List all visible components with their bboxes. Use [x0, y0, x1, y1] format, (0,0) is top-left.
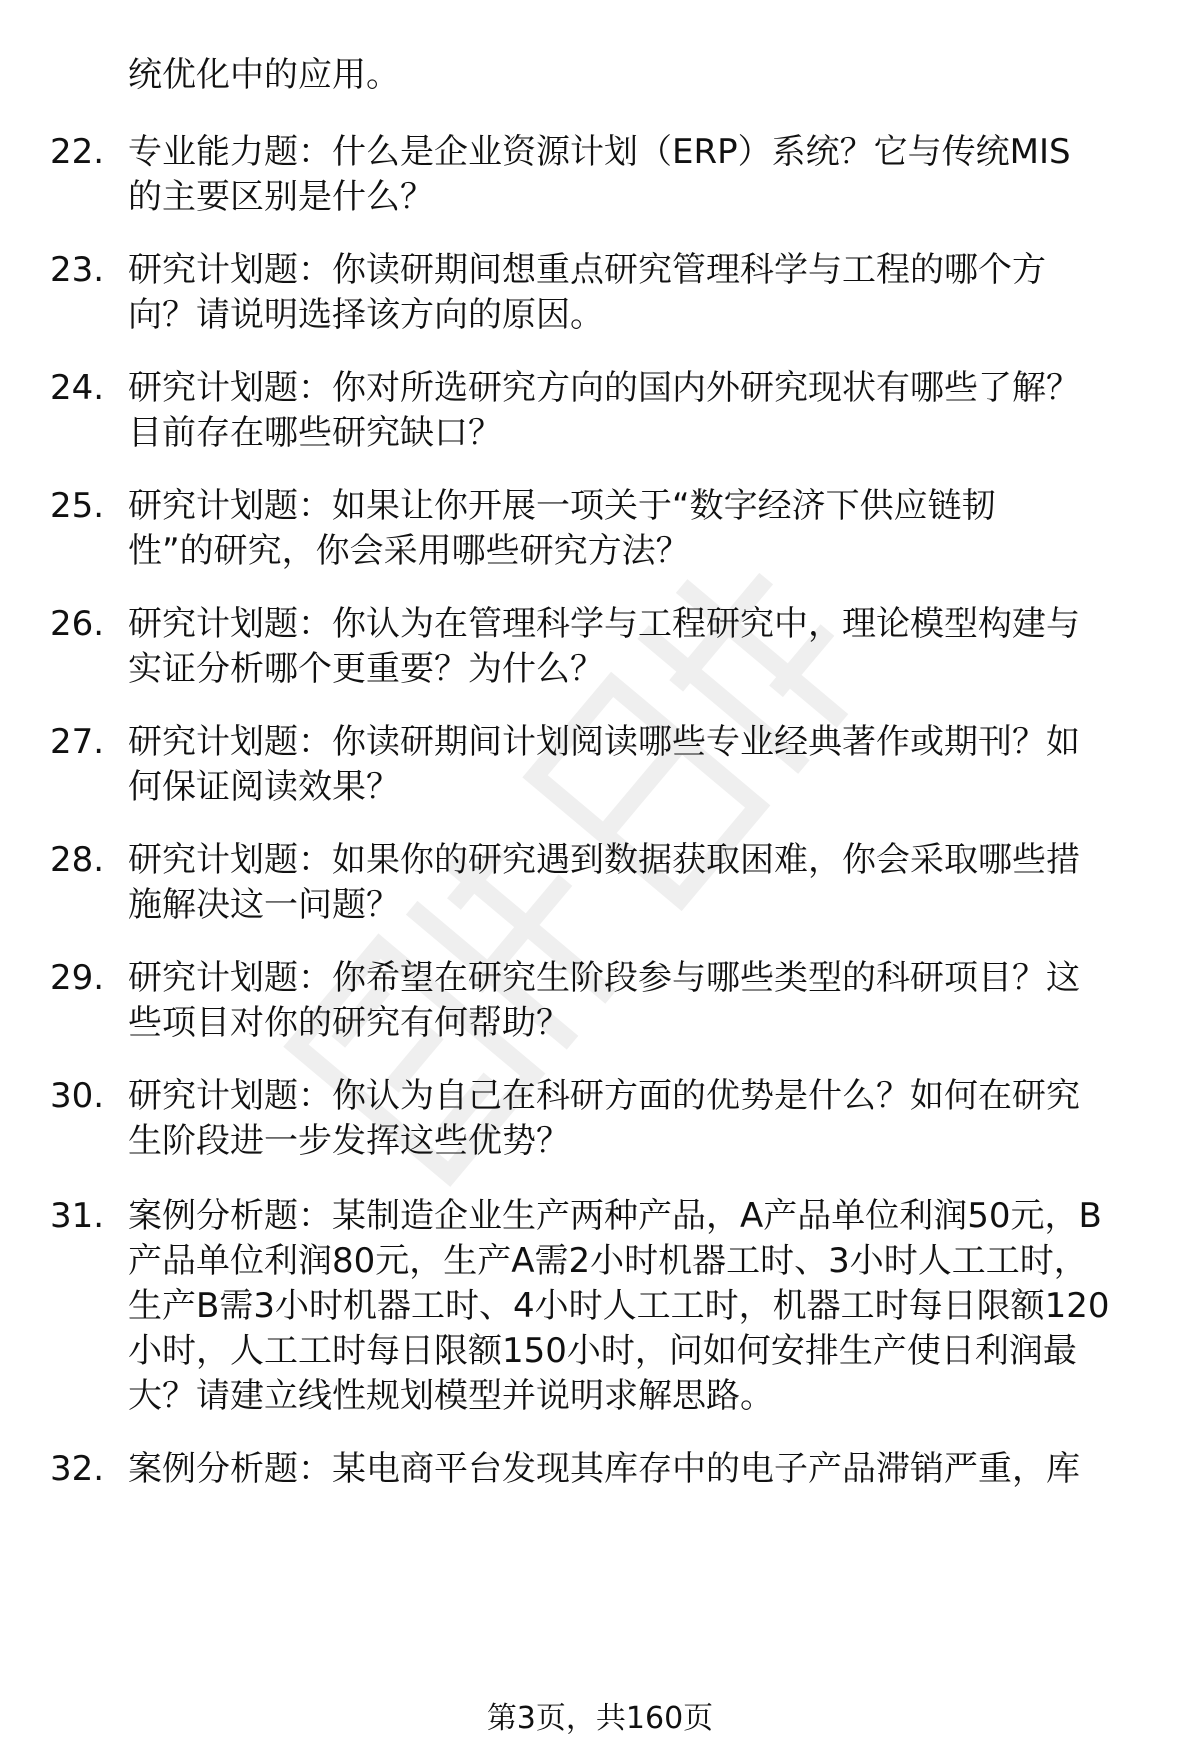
question-line: 施解决这一问题？ — [128, 885, 400, 925]
question-line: 研究计划题：你认为在管理科学与工程研究中，理论模型构建与 — [128, 604, 1080, 644]
question-line: 研究计划题：你读研期间想重点研究管理科学与工程的哪个方 — [128, 250, 1046, 290]
item-number: 32. — [50, 1449, 105, 1489]
question-line: 专业能力题：什么是企业资源计划（ERP）系统？它与传统MIS — [128, 132, 1071, 172]
question-line: 性”的研究，你会采用哪些研究方法？ — [128, 531, 690, 571]
question-line: 研究计划题：你对所选研究方向的国内外研究现状有哪些了解？ — [128, 368, 1080, 408]
item-number: 30. — [50, 1076, 105, 1116]
question-line: 研究计划题：如果你的研究遇到数据获取困难，你会采取哪些措 — [128, 840, 1080, 880]
continuation-line: 统优化中的应用。 — [128, 55, 400, 95]
item-number: 28. — [50, 840, 105, 880]
question-line: 向？请说明选择该方向的原因。 — [128, 295, 604, 335]
question-line: 案例分析题：某电商平台发现其库存中的电子产品滞销严重，库 — [128, 1449, 1080, 1489]
question-line: 生产B需3小时机器工时、4小时人工工时，机器工时每日限额120 — [128, 1286, 1110, 1326]
question-line: 案例分析题：某制造企业生产两种产品，A产品单位利润50元，B — [128, 1196, 1102, 1236]
item-number: 29. — [50, 958, 105, 998]
question-line: 的主要区别是什么？ — [128, 177, 434, 217]
item-number: 22. — [50, 132, 105, 172]
question-line: 小时，人工工时每日限额150小时，问如何安排生产使日利润最 — [128, 1331, 1077, 1371]
item-number: 27. — [50, 722, 105, 762]
item-number: 26. — [50, 604, 105, 644]
question-line: 产品单位利润80元，生产A需2小时机器工时、3小时人工工时， — [128, 1241, 1088, 1281]
page-footer: 第3页，共160页 — [486, 1701, 714, 1736]
question-line: 生阶段进一步发挥这些优势？ — [128, 1121, 570, 1161]
question-line: 些项目对你的研究有何帮助？ — [128, 1003, 570, 1043]
question-line: 何保证阅读效果？ — [128, 767, 400, 807]
item-number: 25. — [50, 486, 105, 526]
item-number: 24. — [50, 368, 105, 408]
question-line: 研究计划题：如果让你开展一项关于“数字经济下供应链韧 — [128, 486, 996, 526]
question-line: 大？请建立线性规划模型并说明求解思路。 — [128, 1376, 774, 1416]
question-line: 实证分析哪个更重要？为什么？ — [128, 649, 604, 689]
item-number: 31. — [50, 1196, 105, 1236]
question-line: 研究计划题：你读研期间计划阅读哪些专业经典著作或期刊？如 — [128, 722, 1080, 762]
question-line: 目前存在哪些研究缺口？ — [128, 413, 502, 453]
question-line: 研究计划题：你认为自己在科研方面的优势是什么？如何在研究 — [128, 1076, 1080, 1116]
question-line: 研究计划题：你希望在研究生阶段参与哪些类型的科研项目？这 — [128, 958, 1080, 998]
item-number: 23. — [50, 250, 105, 290]
